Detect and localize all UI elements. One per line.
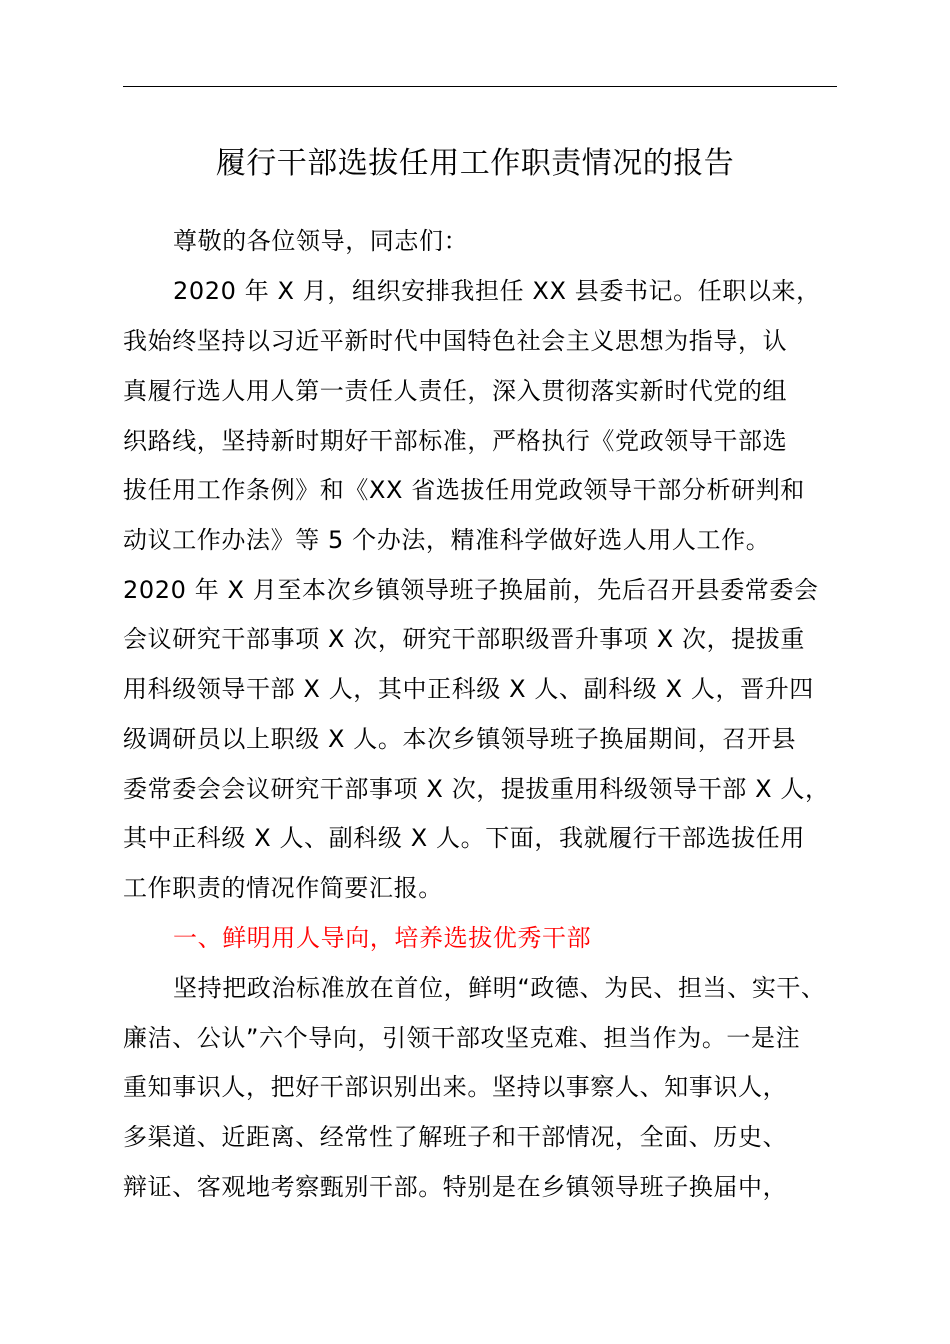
greeting: 尊敬的各位领导，同志们：	[173, 227, 469, 255]
paragraph-line: 重知事识人，把好干部识别出来。坚持以事察人、知事识人，	[123, 1073, 788, 1101]
paragraph-line: 拔任用工作条例》和《XX 省选拔任用党政领导干部分析研判和	[123, 476, 805, 504]
paragraph-line: 会议研究干部事项 X 次，研究干部职级晋升事项 X 次，提拔重	[123, 625, 805, 653]
paragraph-line: 级调研员以上职级 X 人。本次乡镇领导班子换届期间，召开县	[123, 725, 797, 753]
paragraph-line: 其中正科级 X 人、副科级 X 人。下面，我就履行干部选拔任用	[123, 824, 805, 852]
header-divider	[123, 86, 837, 87]
paragraph-line: 2020 年 X 月，组织安排我担任 XX 县委书记。任职以来，	[173, 277, 821, 305]
paragraph-line: 辩证、客观地考察甄别干部。特别是在乡镇领导班子换届中，	[123, 1173, 788, 1201]
paragraph-line: 坚持把政治标准放在首位，鲜明“政德、为民、担当、实干、	[173, 974, 826, 1002]
paragraph-line: 廉洁、公认”六个导向，引领干部攻坚克难、担当作为。一是注	[123, 1024, 801, 1052]
document-title: 履行干部选拔任用工作职责情况的报告	[215, 146, 735, 181]
paragraph-line: 真履行选人用人第一责任人责任，深入贯彻落实新时代党的组	[123, 377, 788, 405]
paragraph-line: 2020 年 X 月至本次乡镇领导班子换届前，先后召开县委常委会	[123, 576, 819, 604]
section-heading: 一、鲜明用人导向，培养选拔优秀干部	[173, 924, 592, 952]
paragraph-line: 委常委会会议研究干部事项 X 次，提拔重用科级领导干部 X 人，	[123, 775, 830, 803]
paragraph-line: 多渠道、近距离、经常性了解班子和干部情况，全面、历史、	[123, 1123, 788, 1151]
paragraph-line: 我始终坚持以习近平新时代中国特色社会主义思想为指导，认	[123, 327, 788, 355]
paragraph-line: 用科级领导干部 X 人，其中正科级 X 人、副科级 X 人，晋升四	[123, 675, 814, 703]
paragraph-line: 织路线，坚持新时期好干部标准，严格执行《党政领导干部选	[123, 427, 788, 455]
paragraph-line: 工作职责的情况作简要汇报。	[123, 874, 443, 902]
paragraph-line: 动议工作办法》等 5 个办法，精准科学做好选人用人工作。	[123, 526, 771, 554]
